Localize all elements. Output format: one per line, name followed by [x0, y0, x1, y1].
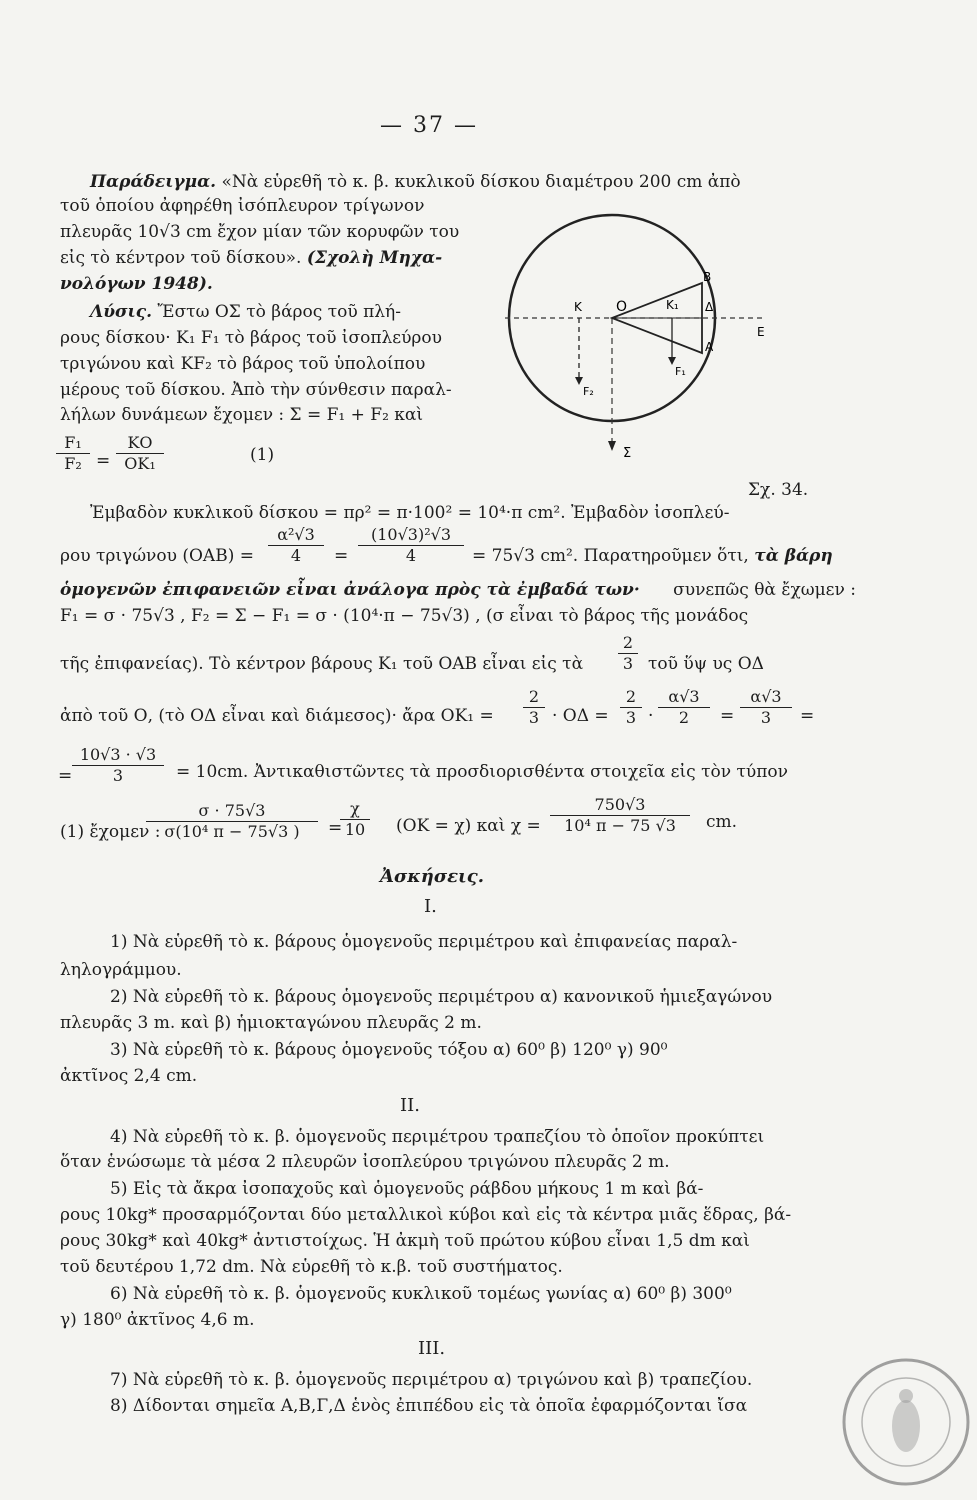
example-text-4: εἰς τὸ κέντρον τοῦ δίσκου». — [60, 248, 302, 268]
ok1-f1-num: 2 — [528, 687, 540, 706]
area-suffix-bold: τὰ βάρη — [754, 546, 833, 566]
label-O: O — [616, 299, 628, 315]
force-F1-arrow — [668, 357, 676, 365]
ex-line-9: 5) Εἰς τὰ ἄκρα ἰσοπαχοῦς καὶ ὁμογενοῦς ράβδου μήκους 1 m καὶ βά- — [110, 1179, 704, 1199]
solution-line-2: ρους δίσκου· Κ₁ F₁ τὸ βάρος τοῦ ἰσοπλεύρου — [60, 328, 442, 348]
ok1-equals-3: = — [800, 706, 815, 726]
center-prefix: τῆς ἐπιφανείας). Τὸ κέντρον βάρους Κ₁ τοῦ ΟΑΒ εἶναι εἰς τὰ — [60, 654, 584, 674]
label-B: B — [703, 270, 712, 284]
ok1-fraction-1 — [523, 688, 545, 727]
final-f3-num: 750√3 — [594, 795, 646, 814]
final-fraction-1 — [146, 802, 318, 841]
homog-bold: ὁμογενῶν ἐπιφανειῶν εἶναι ἀνάλογα πρὸς τὰ ἐμβαδά των· — [60, 580, 640, 600]
homog-line — [60, 580, 856, 600]
ex-line-15: 7) Νὰ εὑρεθῆ τὸ κ. β. ὁμογενοῦς περιμέτρου α) τριγώνου καὶ β) τραπεζίου. — [110, 1370, 753, 1390]
example-source-2: νολόγων 1948). — [60, 274, 213, 294]
ex-line-8: ὅταν ἑνώσωμε τὰ μέσα 2 πλευρῶν ἰσοπλεύρου τριγώνου πλευρᾶς 2 m. — [60, 1152, 670, 1172]
label-F2: F₂ — [583, 385, 594, 398]
final-f1-den: σ(10⁴ π − 75√3 ) — [164, 822, 300, 841]
library-stamp — [838, 1350, 973, 1495]
ex-line-12: τοῦ δευτέρου 1,72 dm. Νὰ εὑρεθῆ τὸ κ.β. τοῦ συστήματος. — [60, 1257, 563, 1277]
example-label: Παράδειγμα. — [90, 172, 217, 192]
center-fraction — [618, 634, 638, 673]
area-fraction-2 — [358, 526, 464, 565]
ten-equals: = — [58, 766, 73, 786]
ten-num: 10√3 · √3 — [79, 745, 157, 764]
final-mid: (ΟΚ = χ) καὶ χ = — [396, 816, 541, 836]
solution-line-5: λήλων δυνάμεων ἔχομεν : Σ = F₁ + F₂ καὶ — [60, 405, 424, 425]
area-tri-suffix — [472, 546, 833, 566]
eq1-equals: = — [96, 451, 111, 471]
solution-line-3: τριγώνου καὶ ΚF₂ τὸ βάρος τοῦ ὑπολοίπου — [60, 354, 426, 374]
solution-line-1 — [90, 302, 401, 322]
center-frac-num: 2 — [622, 633, 634, 652]
ten-den: 3 — [112, 766, 124, 785]
forces-line: F₁ = σ · 75√3 , F₂ = Σ − F₁ = σ · (10⁴·π − 75√3) , (σ εἶναι τὸ βάρος τῆς μονάδος — [60, 606, 749, 626]
label-D: Δ — [705, 300, 714, 314]
ok1-f1-den: 3 — [528, 708, 540, 727]
area-equals: = — [334, 546, 349, 566]
example-line-3: πλευρᾶς 10√3 cm ἔχον μίαν τῶν κορυφῶν του — [60, 222, 460, 242]
ex-line-3: 2) Νὰ εὑρεθῆ τὸ κ. βάρους ὁμογενοῦς περιμέτρου α) κανονικοῦ ἡμιεξαγώνου — [110, 987, 773, 1007]
final-prefix: (1) ἔχομεν : — [60, 822, 161, 842]
label-F1: F₁ — [675, 365, 686, 378]
label-A: A — [705, 340, 714, 354]
final-f2-den: 10 — [344, 820, 366, 839]
area-f1-den: 4 — [290, 546, 302, 565]
ok1-mid: · ΟΔ = — [552, 706, 609, 726]
ok1-f3-den: 2 — [678, 708, 690, 727]
final-fraction-2 — [340, 800, 370, 839]
ex-line-10: ρους 10kg* προσαρμόζονται δύο μεταλλικοὶ κύβοι καὶ εἰς τὰ κέντρα μιᾶς ἕδρας, βά- — [60, 1205, 792, 1225]
final-unit: cm. — [706, 812, 738, 832]
ok1-f4-num: α√3 — [750, 687, 782, 706]
ok1-f2-den: 3 — [625, 708, 637, 727]
ok1-fraction-3 — [658, 688, 710, 727]
area-f1-num: α²√3 — [277, 525, 315, 544]
solution-line-4: μέρους τοῦ δίσκου. Ἀπὸ τὴν σύνθεσιν παραλ- — [60, 380, 452, 400]
section-II: II. — [400, 1095, 420, 1116]
ex-line-11: ρους 30kg* καὶ 40kg* ἀντιστοίχως. Ἡ ἀκμὴ τοῦ πρώτου κύβου εἶναι 1,5 dm καὶ — [60, 1231, 750, 1251]
solution-label: Λύσις. — [90, 302, 153, 322]
ok1-f2-num: 2 — [625, 687, 637, 706]
section-I: I. — [424, 896, 437, 917]
label-E: E — [757, 325, 765, 339]
label-K1: K₁ — [666, 298, 679, 312]
force-F2-arrow — [575, 377, 583, 385]
label-K: K — [574, 300, 582, 314]
ok1-dot: · — [648, 706, 654, 726]
ok1-f4-den: 3 — [760, 708, 772, 727]
example-text-1: «Νὰ εὑρεθῆ τὸ κ. β. κυκλικοῦ δίσκου διαμέτρου 200 cm ἀπὸ — [221, 172, 741, 192]
section-III: III. — [418, 1338, 446, 1359]
ex-line-6: ἀκτῖνος 2,4 cm. — [60, 1066, 198, 1086]
eq1-fraction-right — [116, 434, 164, 473]
eq1-num-right: ΚΟ — [127, 433, 153, 452]
final-f1-num: σ · 75√3 — [198, 801, 266, 820]
figure-caption: Σχ. 34. — [748, 480, 809, 500]
ok1-f3-num: α√3 — [668, 687, 700, 706]
example-line-2: τοῦ ὁποίου ἀφηρέθη ἰσόπλευρον τρίγωνον — [60, 196, 425, 216]
page-number: — 37 — — [380, 113, 478, 138]
ex-line-16: 8) Δίδονται σημεῖα Α,Β,Γ,Δ ἑνὸς ἐπιπέδου εἰς τὰ ὁποῖα ἐφαρμόζονται ἴσα — [110, 1396, 748, 1416]
final-f3-den: 10⁴ π − 75 √3 — [564, 816, 676, 835]
final-f2-num: χ — [350, 799, 360, 818]
eq1-den-right: ΟΚ₁ — [124, 454, 156, 473]
homog-rest: συνεπῶς θὰ ἔχωμεν : — [673, 580, 856, 600]
example-source-1: (Σχολὴ Μηχα- — [306, 248, 443, 268]
solution-text-1: Ἔστω ΟΣ τὸ βάρος τοῦ πλή- — [157, 302, 401, 322]
ex-line-13: 6) Νὰ εὑρεθῆ τὸ κ. β. ὁμογενοῦς κυκλικοῦ τομέως γωνίας α) 60⁰ β) 300⁰ — [110, 1284, 732, 1304]
area-disk-line: Ἐμβαδὸν κυκλικοῦ δίσκου = πρ² = π·100² = 10⁴·π cm². Ἐμβαδὸν ἰσοπλεύ- — [90, 503, 730, 523]
eq1-reference: (1) — [250, 445, 275, 465]
area-fraction-1 — [268, 526, 324, 565]
area-f2-den: 4 — [405, 546, 417, 565]
ex-line-7: 4) Νὰ εὑρεθῆ τὸ κ. β. ὁμογενοῦς περιμέτρου τραπεζίου τὸ ὁποῖον προκύπτει — [110, 1127, 765, 1147]
figure-disk-diagram — [485, 195, 785, 475]
final-equals: = — [328, 818, 343, 838]
force-S-arrow — [608, 441, 616, 451]
eq1-num-left: F₁ — [64, 433, 82, 452]
exercises-heading: Ἀσκήσεις. — [380, 866, 484, 887]
ok1-prefix: ἀπὸ τοῦ Ο, (τὸ ΟΔ εἶναι καὶ διάμεσος)· ἄρα ΟΚ₁ = — [60, 706, 494, 726]
example-line-1 — [90, 172, 741, 192]
ok1-equals-2: = — [720, 706, 735, 726]
ex-line-4: πλευρᾶς 3 m. καὶ β) ἡμιοκταγώνου πλευρᾶς 2 m. — [60, 1013, 482, 1033]
ten-suffix: = 10cm. Ἀντικαθιστῶντες τὰ προσδιορισθέντα στοιχεῖα εἰς τὸν τύπον — [176, 762, 788, 782]
ten-fraction — [72, 746, 164, 785]
label-S: Σ — [623, 446, 632, 461]
eq1-fraction-left — [56, 434, 90, 473]
center-frac-den: 3 — [622, 654, 634, 673]
center-suffix: τοῦ ὕψ υς ΟΔ — [648, 654, 764, 674]
ex-line-14: γ) 180⁰ ἀκτῖνος 4,6 m. — [60, 1310, 255, 1330]
final-fraction-3 — [550, 796, 690, 835]
example-line-4 — [60, 248, 442, 268]
ex-line-1: 1) Νὰ εὑρεθῆ τὸ κ. βάρους ὁμογενοῦς περιμέτρου καὶ ἐπιφανείας παραλ- — [110, 932, 738, 952]
eq1-den-left: F₂ — [64, 454, 82, 473]
ex-line-2: ληλογράμμου. — [60, 960, 182, 980]
area-suffix-text: = 75√3 cm². Παρατηροῦμεν ὅτι, — [472, 546, 749, 566]
ok1-fraction-2 — [620, 688, 642, 727]
area-f2-num: (10√3)²√3 — [370, 525, 451, 544]
ex-line-5: 3) Νὰ εὑρεθῆ τὸ κ. βάρους ὁμογενοῦς τόξου α) 60⁰ β) 120⁰ γ) 90⁰ — [110, 1040, 668, 1060]
ok1-fraction-4 — [740, 688, 792, 727]
area-tri-prefix: ρου τριγώνου (ΟΑΒ) = — [60, 546, 254, 566]
